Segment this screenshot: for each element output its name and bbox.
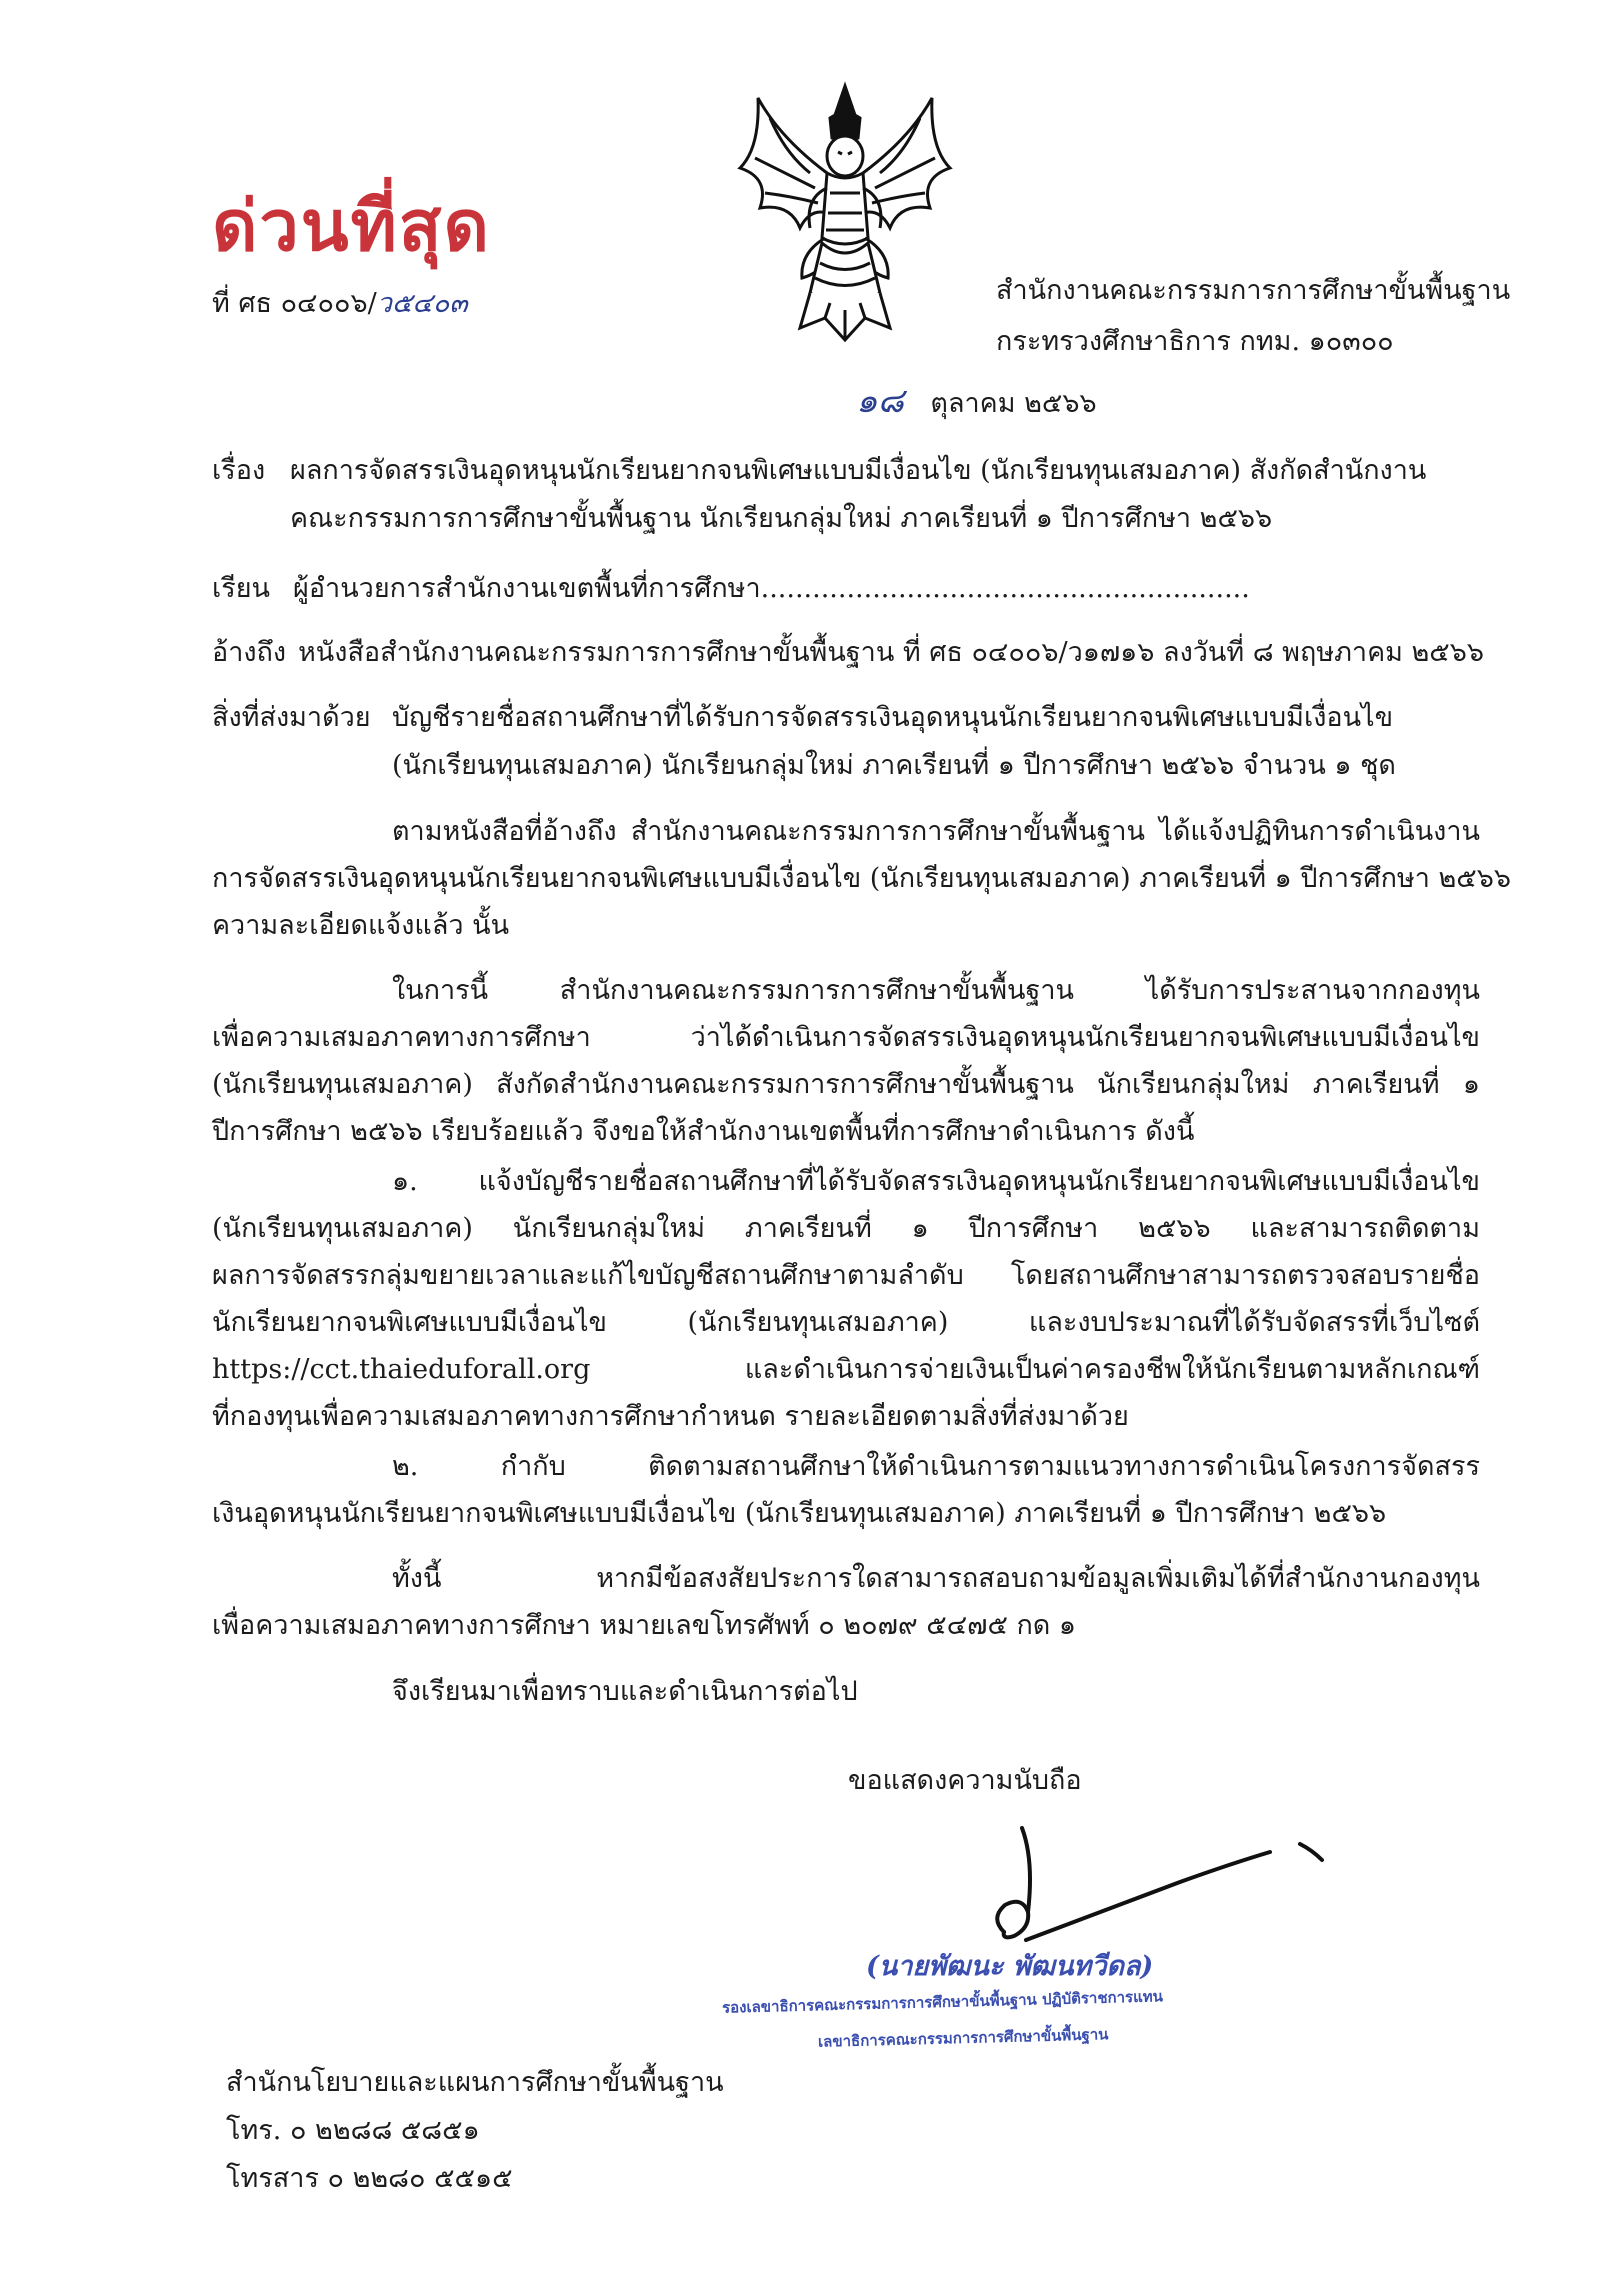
urgency-stamp: ด่วนที่สุด	[212, 185, 491, 267]
position-stamp-line-1: รองเลขาธิการคณะกรรมการการศึกษาขั้นพื้นฐาน ปฏิบัติราชการแทน	[721, 1987, 1164, 2017]
document-number-prefix: ที่ ศธ ๐๔๐๐๖/	[212, 288, 377, 319]
reference-text: หนังสือสำนักงานคณะกรรมการการศึกษาขั้นพื้นฐาน ที่ ศธ ๐๔๐๐๖/ว๑๗๑๖ ลงวันที่ ๘ พฤษภาคม ๒๕๖๖	[298, 637, 1485, 668]
item-1-line-2: (นักเรียนทุนเสมอภาค) นักเรียนกลุ่มใหม่ ภาคเรียนที่ ๑ ปีการศึกษา ๒๕๖๖ และสามารถติดตาม	[212, 1213, 1480, 1244]
paragraph-1-line-3: ความละเอียดแจ้งแล้ว นั้น	[212, 910, 510, 941]
item-1-line-1: ๑. แจ้งบัญชีรายชื่อสถานศึกษาที่ได้รับจัดสรรเงินอุดหนุนนักเรียนยากจนพิเศษแบบมีเงื่อนไข	[392, 1166, 1480, 1197]
document-number	[212, 283, 468, 325]
item-1-line-3: ผลการจัดสรรกลุ่มขยายเวลาและแก้ไขบัญชีสถานศึกษาตามลำดับ โดยสถานศึกษาสามารถตรวจสอบรายชื่อ	[212, 1260, 1480, 1291]
attachment-line-2: (นักเรียนทุนเสมอภาค) นักเรียนกลุ่มใหม่ ภาคเรียนที่ ๑ ปีการศึกษา ๒๕๖๖ จำนวน ๑ ชุด	[392, 750, 1396, 781]
footer-fax: โทรสาร ๐ ๒๒๘๐ ๕๕๑๕	[226, 2163, 513, 2194]
office-address: กระทรวงศึกษาธิการ กทม. ๑๐๓๐๐	[996, 326, 1394, 357]
recipient-label: เรียน	[212, 573, 271, 604]
closing-request: จึงเรียนมาเพื่อทราบและดำเนินการต่อไป	[392, 1676, 858, 1707]
paragraph-1-line-2: การจัดสรรเงินอุดหนุนนักเรียนยากจนพิเศษแบบมีเงื่อนไข (นักเรียนทุนเสมอภาค) ภาคเรียนที่ ๑ ปีการศึกษา ๒๕๖๖	[212, 863, 1512, 894]
footer-department: สำนักนโยบายและแผนการศึกษาขั้นพื้นฐาน	[226, 2067, 724, 2098]
item-1-line-5: https://cct.thaieduforall.org และดำเนินการจ่ายเงินเป็นค่าครองชีพให้นักเรียนตามหลักเกณฑ์	[212, 1354, 1480, 1385]
item-2-line-2: เงินอุดหนุนนักเรียนยากจนพิเศษแบบมีเงื่อนไข (นักเรียนทุนเสมอภาค) ภาคเรียนที่ ๑ ปีการศึกษา ๒๕๖๖	[212, 1498, 1387, 1529]
subject-label: เรื่อง	[212, 455, 266, 486]
item-1-line-6: ที่กองทุนเพื่อความเสมอภาคทางการศึกษากำหนด รายละเอียดตามสิ่งที่ส่งมาด้วย	[212, 1401, 1129, 1432]
signer-name: (นายพัฒนะ พัฒนทวีดล)	[866, 1951, 1154, 1982]
paragraph-1-line-1: ตามหนังสือที่อ้างถึง สำนักงานคณะกรรมการการศึกษาขั้นพื้นฐาน ได้แจ้งปฏิทินการดำเนินงาน	[392, 816, 1480, 847]
closing-regards: ขอแสดงความนับถือ	[848, 1765, 1082, 1796]
document-date	[856, 380, 1097, 425]
footer-phone: โทร. ๐ ๒๒๘๘ ๕๘๕๑	[226, 2115, 480, 2146]
position-stamp-line-2: เลขาธิการคณะกรรมการการศึกษาขั้นพื้นฐาน	[817, 2025, 1109, 2051]
attachment-line-1: บัญชีรายชื่อสถานศึกษาที่ได้รับการจัดสรรเงินอุดหนุนนักเรียนยากจนพิเศษแบบมีเงื่อนไข	[392, 702, 1394, 733]
office-name: สำนักงานคณะกรรมการการศึกษาขั้นพื้นฐาน	[996, 275, 1511, 306]
paragraph-3-line-2: เพื่อความเสมอภาคทางการศึกษา หมายเลขโทรศัพท์ ๐ ๒๐๗๙ ๕๔๗๕ กด ๑	[212, 1610, 1077, 1641]
item-2-line-1: ๒. กำกับ ติดตามสถานศึกษาให้ดำเนินการตามแนวทางการดำเนินโครงการจัดสรร	[392, 1451, 1480, 1482]
document-number-handwritten: ว๕๔๐๓	[376, 288, 468, 319]
reference-label: อ้างถึง	[212, 637, 287, 668]
paragraph-2-line-1: ในการนี้ สำนักงานคณะกรรมการการศึกษาขั้นพื้นฐาน ได้รับการประสานจากกองทุน	[392, 975, 1480, 1006]
garuda-emblem-icon	[730, 78, 960, 348]
subject-line-2: คณะกรรมการการศึกษาขั้นพื้นฐาน นักเรียนกลุ่มใหม่ ภาคเรียนที่ ๑ ปีการศึกษา ๒๕๖๖	[290, 503, 1273, 534]
recipient-text: ผู้อำนวยการสำนักงานเขตพื้นที่การศึกษา.........................................................	[293, 573, 1250, 604]
paragraph-2-line-3: (นักเรียนทุนเสมอภาค) สังกัดสำนักงานคณะกรรมการการศึกษาขั้นพื้นฐาน นักเรียนกลุ่มใหม่ ภาคเรียนที่ ๑	[212, 1069, 1480, 1100]
paragraph-2-line-4: ปีการศึกษา ๒๕๖๖ เรียบร้อยแล้ว จึงขอให้สำนักงานเขตพื้นที่การศึกษาดำเนินการ ดังนี้	[212, 1116, 1195, 1147]
subject-line-1: ผลการจัดสรรเงินอุดหนุนนักเรียนยากจนพิเศษแบบมีเงื่อนไข (นักเรียนทุนเสมอภาค) สังกัดสำนักงาน	[290, 455, 1427, 486]
attachment-label: สิ่งที่ส่งมาด้วย	[212, 702, 371, 733]
date-month-year: ตุลาคม ๒๕๖๖	[930, 388, 1097, 419]
date-day-handwritten: ๑๘	[856, 381, 904, 421]
item-1-line-4: นักเรียนยากจนพิเศษแบบมีเงื่อนไข (นักเรียนทุนเสมอภาค) และงบประมาณที่ได้รับจัดสรรที่เว็บไซต์	[212, 1307, 1480, 1338]
paragraph-2-line-2: เพื่อความเสมอภาคทางการศึกษา ว่าได้ดำเนินการจัดสรรเงินอุดหนุนนักเรียนยากจนพิเศษแบบมีเงื่อนไข	[212, 1022, 1480, 1053]
paragraph-3-line-1: ทั้งนี้ หากมีข้อสงสัยประการใดสามารถสอบถามข้อมูลเพิ่มเติมได้ที่สำนักงานกองทุน	[392, 1563, 1480, 1594]
